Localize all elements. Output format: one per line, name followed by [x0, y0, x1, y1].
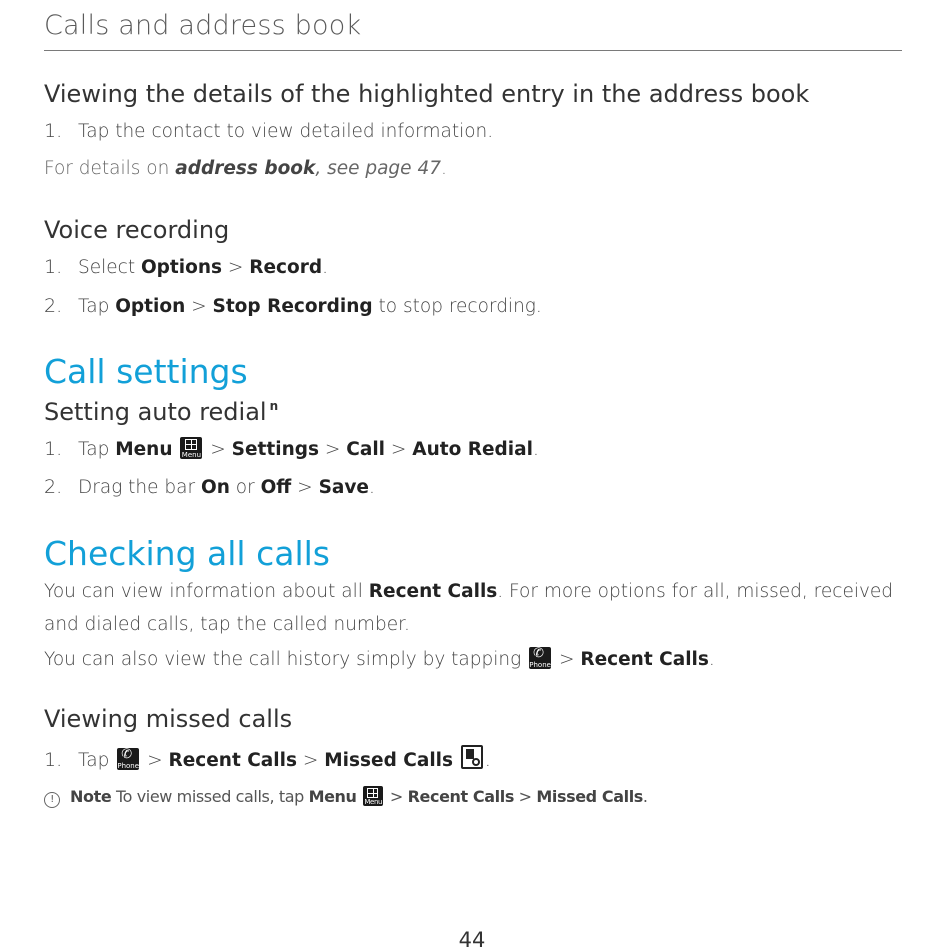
title-checking-all-calls: Checking all calls: [44, 534, 330, 573]
checking-paragraph-line-2: and dialed calls, tap the called number.: [44, 614, 410, 635]
text: You can also view the call history simply by tapping: [44, 649, 528, 670]
text: Tap: [78, 750, 116, 771]
phone-icon: ✆ Phone: [117, 747, 140, 770]
cross-reference: [44, 158, 447, 179]
step-number: 1.: [44, 256, 63, 278]
menu-icon: [363, 786, 383, 806]
step-number: 1.: [44, 438, 63, 460]
text: >: [185, 296, 213, 317]
text: >: [222, 257, 250, 278]
term-recent-calls: Recent Calls: [580, 649, 709, 670]
title-call-settings: Call settings: [44, 352, 248, 391]
view-details-step-1: [44, 120, 493, 142]
term-options: Options: [140, 257, 222, 278]
text: >: [513, 787, 537, 806]
term-save: Save: [318, 477, 369, 498]
term-recent-calls: Recent Calls: [368, 581, 498, 602]
ref-page: , see page 47: [315, 158, 441, 179]
ref-end: .: [440, 158, 447, 179]
running-header: Calls and address book: [44, 10, 362, 41]
text: or: [229, 477, 261, 498]
text: >: [296, 750, 325, 771]
text: .: [708, 649, 715, 670]
step-number: 1.: [44, 120, 63, 142]
checking-paragraph-line-3: [44, 647, 715, 670]
term-missed-calls: Missed Calls: [324, 750, 454, 771]
ref-topic: address book: [175, 158, 316, 179]
term-call: Call: [346, 439, 386, 460]
header-divider: [44, 50, 902, 51]
text: .: [484, 750, 491, 771]
text: .: [322, 257, 328, 278]
text: You can view information about all: [44, 581, 369, 602]
term-option: Option: [115, 296, 186, 317]
term-off: Off: [260, 477, 292, 498]
step-number: 2.: [44, 476, 63, 498]
note: [44, 786, 648, 808]
text: >: [141, 750, 169, 771]
step-number: 2.: [44, 295, 63, 317]
icon-caption: Menu: [364, 798, 383, 806]
term-auto-redial: Auto Redial: [412, 439, 533, 460]
text: >: [319, 439, 347, 460]
text: >: [385, 787, 408, 806]
text: >: [385, 439, 413, 460]
step-text: Tap the contact to view detailed information.: [78, 121, 494, 142]
text: .: [532, 439, 539, 460]
text: >: [204, 439, 232, 460]
text: .: [642, 787, 648, 806]
heading-auto-redial: [44, 398, 278, 426]
term-recent-calls: Recent Calls: [407, 787, 514, 806]
text: . For more options for all, missed, received: [497, 581, 894, 602]
info-icon: !: [44, 792, 60, 808]
voice-step-1: [44, 256, 328, 278]
heading-text: Setting auto redial: [44, 398, 267, 426]
icon-caption: Phone: [117, 762, 140, 770]
network-mark: n: [269, 399, 279, 413]
term-stop-recording: Stop Recording: [212, 296, 373, 317]
text: Tap: [78, 439, 116, 460]
voice-step-2: [44, 295, 542, 317]
heading-viewing-missed-calls: Viewing missed calls: [44, 705, 293, 733]
text: >: [553, 649, 581, 670]
term-on: On: [200, 477, 230, 498]
heading-voice-recording: Voice recording: [44, 216, 230, 244]
text: Select: [78, 257, 141, 278]
term-missed-calls: Missed Calls: [536, 787, 643, 806]
heading-view-details: Viewing the details of the highlighted entry in the address book: [44, 80, 810, 108]
term-record: Record: [249, 257, 323, 278]
menu-icon: [180, 437, 202, 459]
missed-calls-icon: [461, 745, 483, 769]
icon-caption: Menu: [181, 451, 202, 459]
ref-prefix: For details on: [44, 158, 176, 179]
missed-step-1: [44, 745, 491, 771]
step-number: 1.: [44, 749, 63, 771]
auto-redial-step-2: [44, 476, 375, 498]
auto-redial-step-1: [44, 437, 539, 460]
checking-paragraph-line-1: [44, 581, 893, 602]
icon-caption: Phone: [529, 661, 551, 669]
text: To view missed calls, tap: [111, 787, 309, 806]
text: Drag the bar: [78, 477, 201, 498]
term-settings: Settings: [231, 439, 319, 460]
term-menu: Menu: [115, 439, 173, 460]
term-recent-calls: Recent Calls: [168, 750, 297, 771]
text: to stop recording.: [372, 296, 542, 317]
text: Tap: [78, 296, 116, 317]
page-number: 44: [458, 928, 486, 952]
phone-icon: ✆ Phone: [529, 646, 551, 669]
text: .: [368, 477, 375, 498]
text: >: [291, 477, 319, 498]
note-label: Note: [70, 787, 112, 806]
term-menu: Menu: [308, 787, 357, 806]
